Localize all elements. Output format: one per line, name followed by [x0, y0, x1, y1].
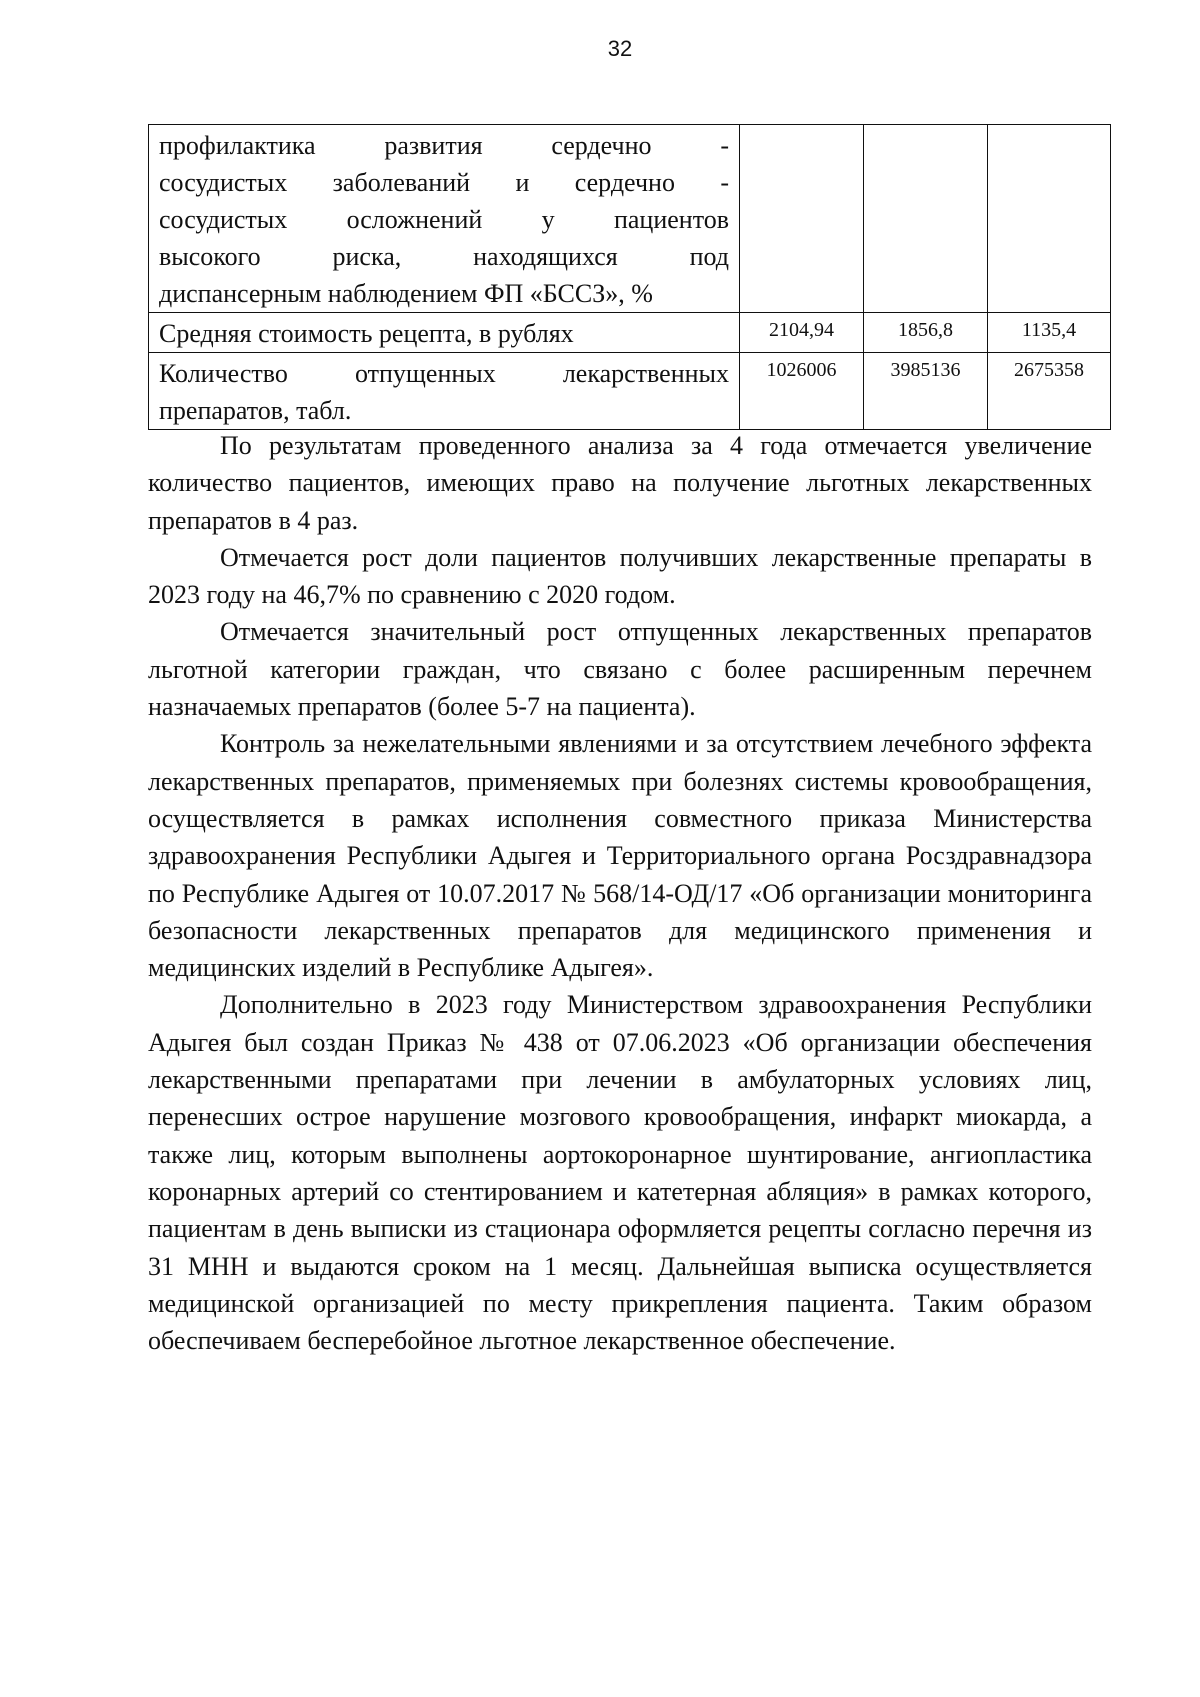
table-cell: 1856,8 [864, 313, 988, 353]
table-cell: 1026006 [740, 353, 864, 430]
table-cell: 2675358 [988, 353, 1111, 430]
body-text [148, 427, 1092, 1359]
table-cell [988, 125, 1111, 313]
label-line: Средняя стоимость рецепта, в рублях [159, 319, 574, 348]
label-line: профилактика развития сердечно - [159, 131, 729, 160]
table-cell [864, 125, 988, 313]
paragraph: Контроль за нежелательными явлениями и за отсутствием лечебного эффекта лекарственных препаратов, применяемых при болезнях системы кровообращения, осуществляется в рамках исполнения совместного приказа Министерства здравоохранения Республики Адыгея и Территориального органа Росздравнадзора по Республике Адыгея от 10.07.2017 № 568/14-ОД/17 «Об организации мониторинга безопасности лекарственных препаратов для медицинского применения и медицинских изделий в Республике Адыгея». [148, 729, 1092, 983]
row-label-dispensed-count [149, 353, 740, 430]
table-cell: 2104,94 [740, 313, 864, 353]
label-line: высокого риска, находящихся под [159, 242, 729, 271]
label-line: сосудистых заболеваний и сердечно - [159, 168, 729, 197]
table-row [149, 125, 1111, 313]
paragraph: Дополнительно в 2023 году Министерством здравоохранения Республики Адыгея был создан Приказ № 438 от 07.06.2023 «Об организации обеспечения лекарственными препаратами при лечении в амбулаторных условиях лиц, перенесших острое нарушение мозгового кровообращения, инфаркт миокарда, а также лиц, которым выполнены аортокоронарное шунтирование, ангиопластика коронарных артерий со стентированием и катетерная абляция» в рамках которого, пациентам в день выписки из стационара оформляется рецепты согласно перечня из 31 МНН и выдаются сроком на 1 месяц. Дальнейшая выписка осуществляется медицинской организацией по месту прикрепления пациента. Таким образом обеспечиваем бесперебойное льготное лекарственное обеспечение. [148, 990, 1092, 1356]
row-label-cvd-prevention [149, 125, 740, 313]
paragraph: По результатам проведенного анализа за 4 года отмечается увеличение количество пациентов, имеющих право на получение льготных лекарственных препаратов в 4 раз. [148, 431, 1092, 535]
label-line: Количество отпущенных лекарственных [159, 359, 729, 388]
table-cell: 3985136 [864, 353, 988, 430]
statistics-table [148, 124, 1111, 430]
row-label-avg-cost [149, 313, 740, 353]
table-cell: 1135,4 [988, 313, 1111, 353]
label-line: диспансерным наблюдением ФП «БССЗ», % [159, 279, 653, 308]
label-line: сосудистых осложнений у пациентов [159, 205, 729, 234]
page-number: 32 [607, 36, 633, 61]
paragraph: Отмечается рост доли пациентов получивших лекарственные препараты в 2023 году на 46,7% по сравнению с 2020 годом. [148, 542, 1092, 610]
table-row [149, 313, 1111, 353]
table-cell [740, 125, 864, 313]
paragraph: Отмечается значительный рост отпущенных лекарственных препаратов льготной категории граждан, что связано с более расширенным перечнем назначаемых препаратов (более 5-7 на пациента). [148, 617, 1092, 722]
label-line: препаратов, табл. [159, 396, 352, 425]
table-row [149, 353, 1111, 430]
